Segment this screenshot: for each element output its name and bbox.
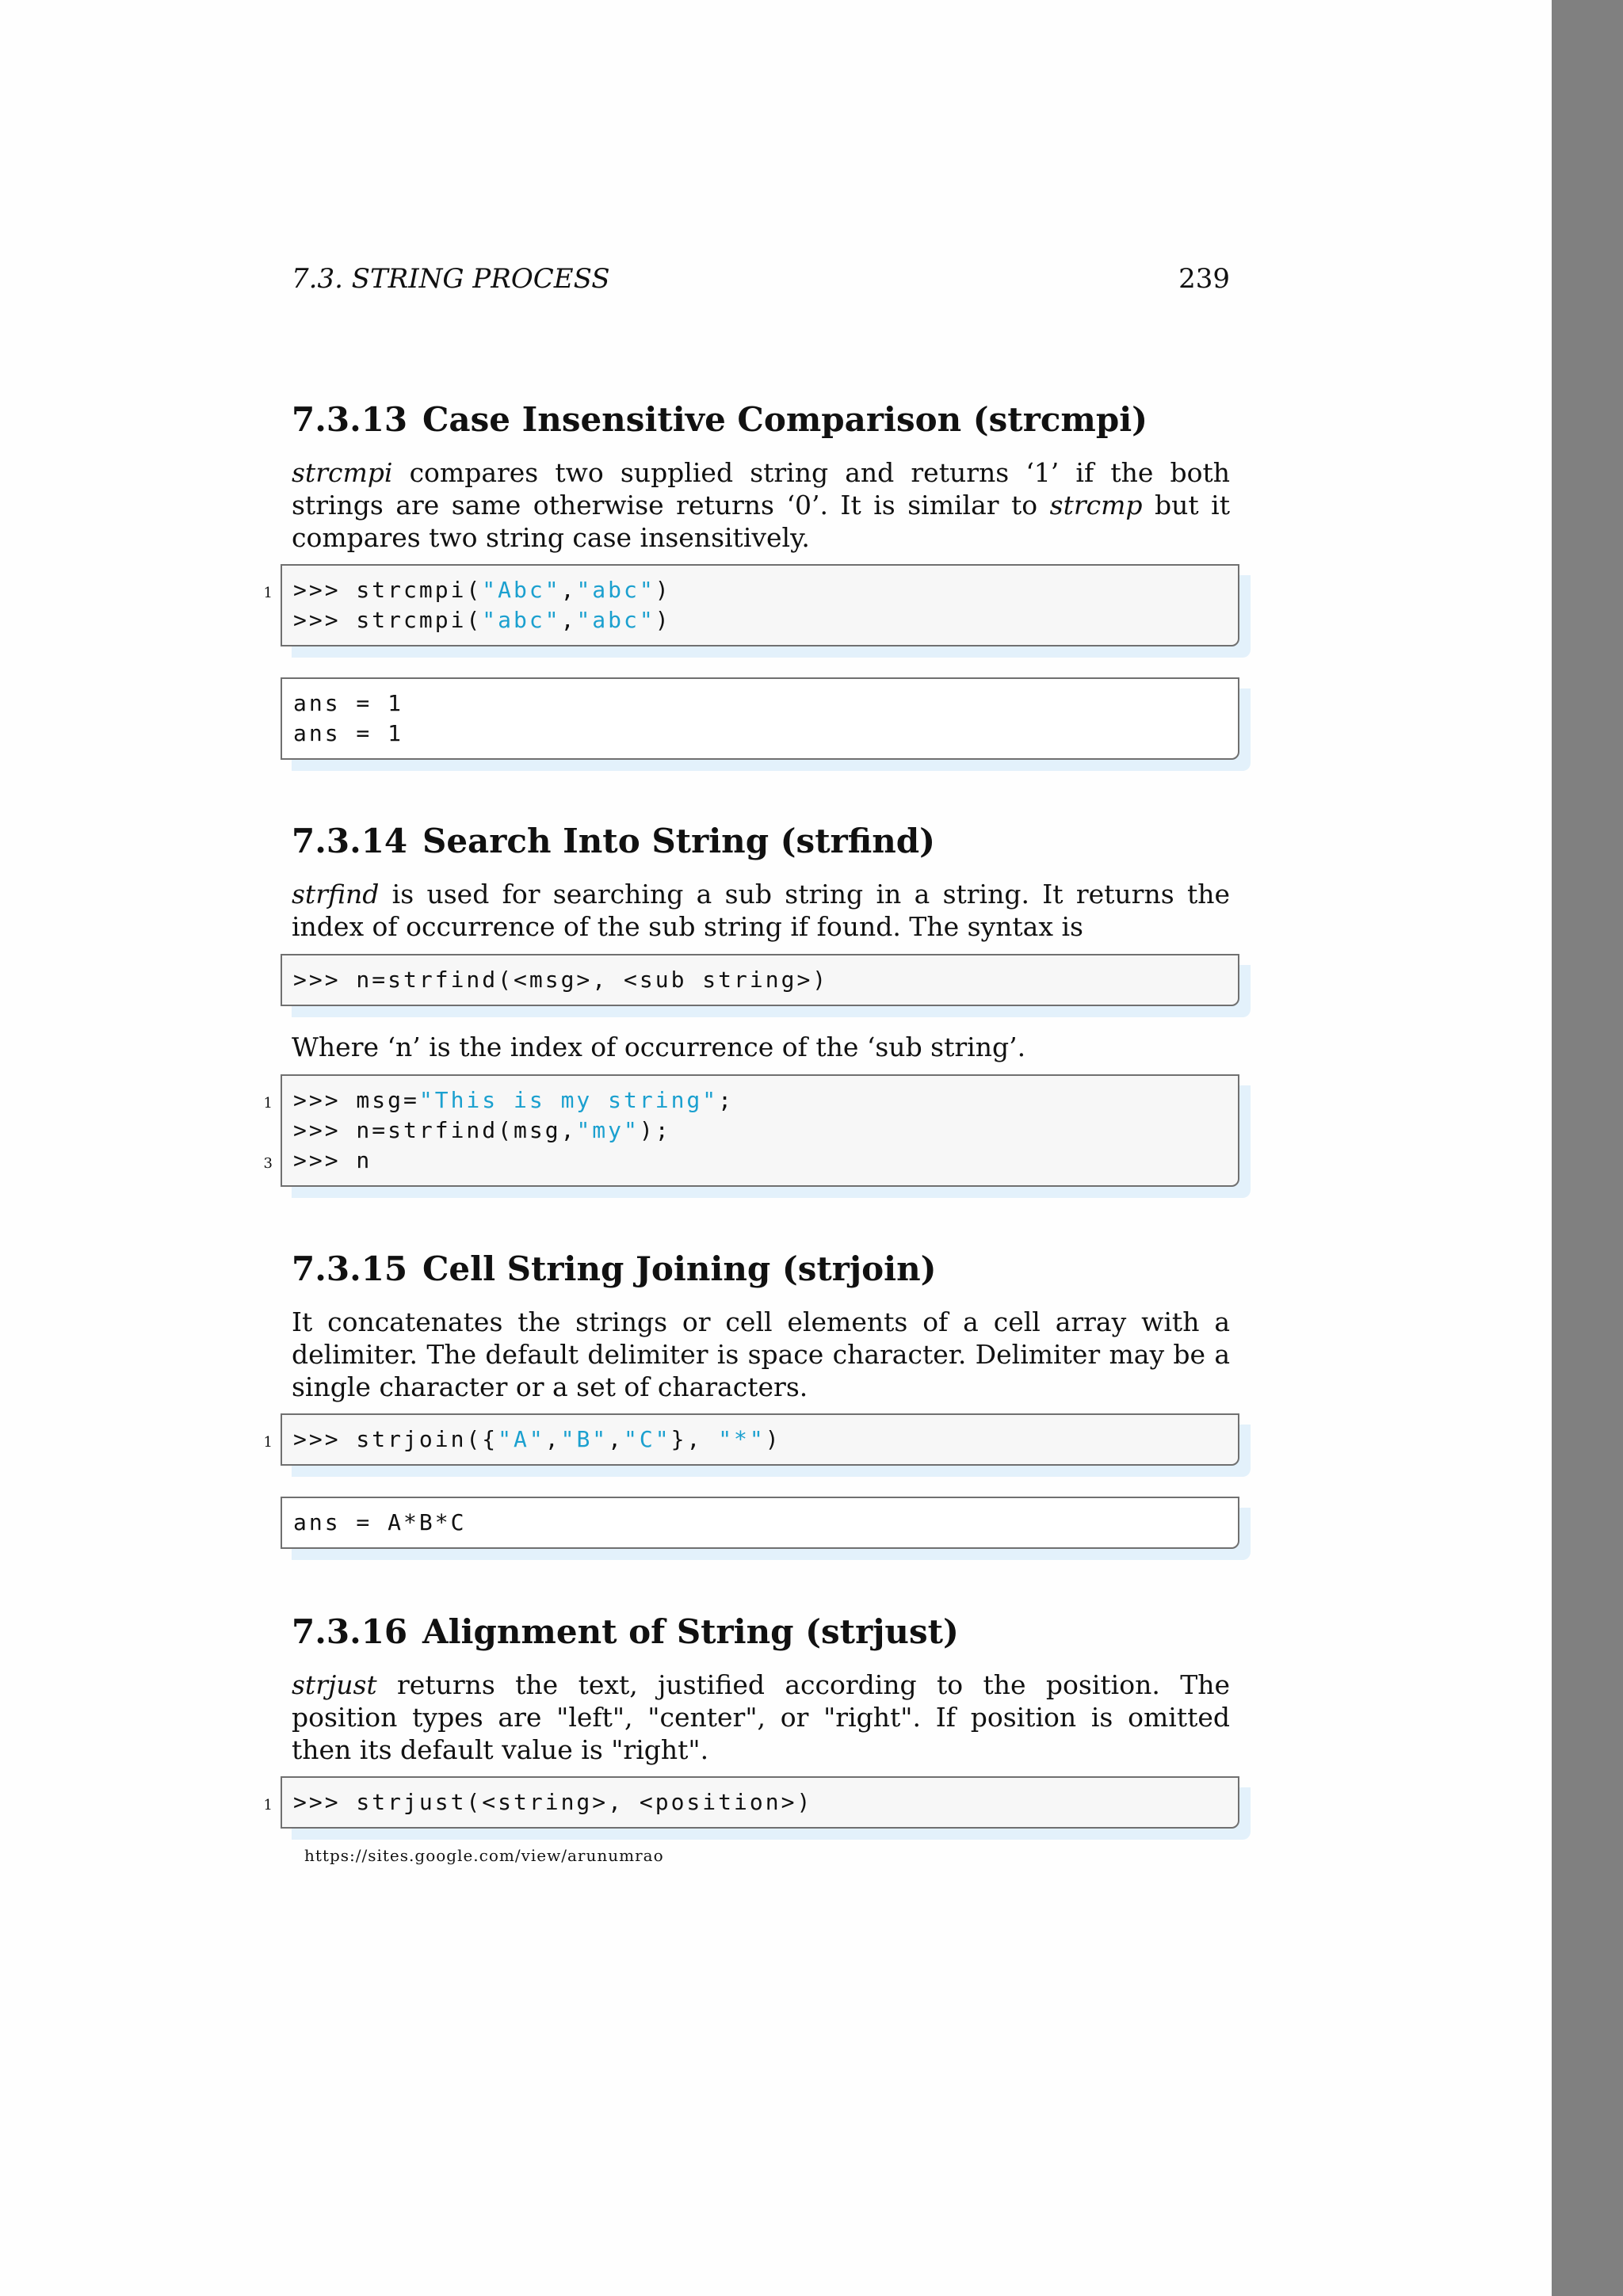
output-line: ans = 1 xyxy=(293,720,404,746)
section-heading-strjoin xyxy=(292,1249,937,1290)
line-number: 3 xyxy=(263,1155,273,1172)
code-line xyxy=(293,1116,1227,1146)
code-text: >>> n=strfind(msg, xyxy=(293,1117,577,1143)
line-number: 1 xyxy=(263,1095,273,1112)
section-number: 7.3.14 xyxy=(292,822,408,860)
code-block-strjoin xyxy=(263,1413,1239,1466)
section-heading-strjust xyxy=(292,1611,959,1653)
chapter-title: 7.3. STRING PROCESS xyxy=(292,263,610,295)
term: strcmp xyxy=(1049,490,1143,521)
term: strfind xyxy=(292,879,380,910)
term: strcmpi xyxy=(292,457,393,488)
section-number: 7.3.16 xyxy=(292,1612,408,1651)
code-text: , xyxy=(544,1426,561,1452)
page-number: 239 xyxy=(1178,263,1230,295)
string-literal: "B" xyxy=(560,1426,609,1452)
section-heading-strcmpi xyxy=(292,399,1148,441)
strfind-description xyxy=(292,878,1230,943)
string-literal: "A" xyxy=(498,1426,545,1452)
string-literal: "my" xyxy=(576,1117,640,1143)
line-number: 1 xyxy=(263,585,273,601)
section-title: Case Insensitive Comparison (strcmpi) xyxy=(422,400,1148,439)
line-number: 1 xyxy=(263,1434,273,1451)
string-literal: "abc" xyxy=(576,607,655,633)
strcmpi-description xyxy=(292,456,1230,554)
string-literal: "abc" xyxy=(482,607,561,633)
code-block-strjust xyxy=(263,1776,1239,1829)
code-text: >>> msg= xyxy=(293,1087,419,1113)
string-literal: "*" xyxy=(718,1426,766,1452)
code-text: >>> strcmpi( xyxy=(293,607,483,633)
code-line xyxy=(263,1085,1227,1116)
code-text: >>> strcmpi( xyxy=(293,577,483,603)
text: compares two supplied string and returns ‘1’ if the both strings are same otherwise returns ‘0’. It is similar to xyxy=(292,457,1230,521)
section-title: Cell String Joining (strjoin) xyxy=(422,1249,937,1288)
page-edge-gutter xyxy=(1552,0,1623,2296)
section-title: Search Into String (strfind) xyxy=(422,822,936,860)
string-literal: "C" xyxy=(624,1426,671,1452)
code-text: ); xyxy=(639,1117,671,1143)
strjoin-description: It concatenates the strings or cell elements of a cell array with a delimiter. The default delimiter is space character. Delimiter may be a single character or a set of characters. xyxy=(292,1306,1230,1402)
code-block-strfind xyxy=(263,1074,1239,1187)
section-number: 7.3.13 xyxy=(292,400,408,439)
string-literal: "This is my string" xyxy=(418,1087,719,1113)
section-number: 7.3.15 xyxy=(292,1249,408,1288)
string-literal: "abc" xyxy=(576,577,655,603)
code-text: >>> strjoin({ xyxy=(293,1426,498,1452)
footer-url: https://sites.google.com/view/arunumrao xyxy=(304,1846,664,1865)
output-line: ans = A*B*C xyxy=(293,1509,467,1535)
output-block-strjoin xyxy=(281,1497,1239,1549)
code-line xyxy=(263,1787,1227,1817)
syntax-block-strfind xyxy=(281,954,1239,1006)
code-line xyxy=(263,575,1227,605)
string-literal: "Abc" xyxy=(482,577,561,603)
line-number: 1 xyxy=(263,1797,273,1814)
code-line: >>> n=strfind(<msg>, <sub string>) xyxy=(293,967,829,993)
text: but it compares two string case insensitively. xyxy=(292,490,1230,553)
code-text: , xyxy=(560,577,577,603)
code-line xyxy=(263,1425,1227,1455)
output-block-strcmpi xyxy=(281,677,1239,760)
code-text: ) xyxy=(655,607,671,633)
code-block-strcmpi xyxy=(263,564,1239,646)
code-text: , xyxy=(608,1426,624,1452)
code-text: ; xyxy=(718,1087,735,1113)
term: strjust xyxy=(292,1669,377,1700)
output-line: ans = 1 xyxy=(293,690,404,716)
code-text: >>> n xyxy=(293,1147,372,1173)
code-line xyxy=(263,1146,1227,1176)
strfind-note: Where ‘n’ is the index of occurrence of the ‘sub string’. xyxy=(292,1032,1026,1062)
text: returns the text, justified according to the position. The position types are "left", "center", or "right". If position is omitted then its default value is "right". xyxy=(292,1669,1230,1765)
section-title: Alignment of String (strjust) xyxy=(422,1612,959,1651)
code-text: ) xyxy=(655,577,671,603)
section-heading-strfind xyxy=(292,821,935,862)
code-line xyxy=(293,605,1227,635)
code-text: >>> strjust(<string>, <position>) xyxy=(293,1789,813,1815)
running-head xyxy=(292,261,1230,296)
strjust-description xyxy=(292,1669,1230,1766)
text: is used for searching a sub string in a string. It returns the index of occurrence of the sub string if found. The syntax is xyxy=(292,879,1230,942)
code-text: ) xyxy=(765,1426,781,1452)
code-text: , xyxy=(560,607,577,633)
code-text: }, xyxy=(670,1426,719,1452)
